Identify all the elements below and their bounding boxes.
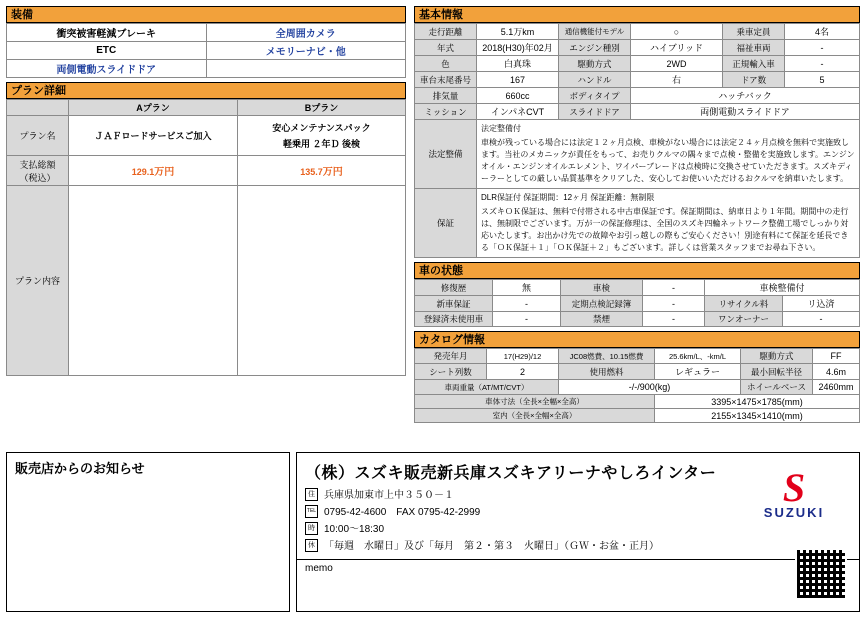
equipment-section-title: 装備 [6, 6, 406, 23]
plan-table [6, 99, 406, 376]
basic-label: 乗車定員 [723, 24, 785, 40]
catalog-table [414, 348, 860, 423]
condition-value: - [643, 280, 705, 296]
basic-value: インパネCVT [477, 104, 559, 120]
plan-total-label [7, 156, 69, 186]
condition-label: 新車保証 [415, 296, 493, 312]
table-row [7, 156, 406, 186]
table-row [7, 24, 406, 42]
catalog-label: 車両重量（AT/MT/CVT） [415, 380, 559, 395]
table-row [7, 42, 406, 60]
table-row [415, 312, 860, 327]
catalog-value: 3395×1475×1785(mm) [655, 395, 860, 409]
table-row [415, 380, 860, 395]
condition-table [414, 279, 860, 327]
condition-label: ワンオーナー [705, 312, 783, 327]
condition-label: 車検 [561, 280, 643, 296]
condition-kensa-seibi: 車検整備付 [705, 280, 860, 296]
right-column [414, 6, 860, 423]
table-row [415, 120, 860, 189]
basic-value: - [785, 40, 860, 56]
hosho-body: スズキＯＫ保証は、無料で付帯される中古車保証です。保証期間は、納車日より１年間。期間中の走行は、無制限でございます。万が一の保証修理は、全国のスズキ四輪ネットワーク整備工場でしっかり対応いたします。お出かけ先での故障やお引っ越しの際もご安心ください！別途有料にて保証を延長できる「ＯＫ保証＋１」「ＯＫ保証＋２」もございます。詳しくは営業スタッフまでお尋ね下さい。 [481, 207, 849, 252]
address-icon: 住 [305, 488, 318, 501]
clock-icon: 時 [305, 522, 318, 535]
catalog-value: 2 [487, 364, 559, 380]
plan-total-label-l1: 支払総額 [19, 159, 56, 170]
catalog-value: 4.6m [813, 364, 860, 380]
basic-value: 両側電動スライドドア [631, 104, 860, 120]
table-row [7, 100, 406, 116]
basic-info-table [414, 23, 860, 258]
table-row [415, 409, 860, 423]
basic-label: 車台末尾番号 [415, 72, 477, 88]
houtei-body: 車検が残っている場合には法定１２ヶ月点検、車検がない場合には法定２４ヶ月点検を無料で実施致します。当社のメカニックが責任をもって、お売りクルマの隅々まで点検・整備を実施致します。エンジンオイル・エンジンオイルエレメント、ワイパーブレードは点検時に交換させていただきます。スズキディーラーとしての厳しい品質基準をクリアした、安心してお使いいただけるおクルマを納車いたします。 [481, 138, 855, 183]
plan-a-price [69, 156, 238, 186]
catalog-section-title: カタログ情報 [414, 331, 860, 348]
basic-label: ミッション [415, 104, 477, 120]
equipment-cell: 全周囲カメラ [206, 24, 406, 42]
table-row [415, 296, 860, 312]
equipment-cell: メモリーナビ・他 [206, 42, 406, 60]
table-row [415, 40, 860, 56]
table-row [7, 116, 406, 156]
plan-total-label-l2: （税込） [19, 172, 56, 183]
equipment-cell: 衝突被害軽減ブレーキ [7, 24, 207, 42]
basic-value: 2018(H30)年02月 [477, 40, 559, 56]
dealer-hours-row [297, 521, 859, 538]
catalog-value: FF [813, 349, 860, 364]
plan-a-content [69, 186, 238, 376]
basic-label: 年式 [415, 40, 477, 56]
plan-a-name: ＪＡＦロードサービスご加入 [69, 116, 238, 156]
plan-a-price-value: 129.1 [131, 167, 155, 177]
phone-icon: TEL [305, 505, 318, 518]
table-row [415, 72, 860, 88]
table-row [7, 186, 406, 376]
condition-value: - [643, 296, 705, 312]
plan-section-title: プラン詳細 [6, 82, 406, 99]
table-row [415, 395, 860, 409]
bottom-section [6, 452, 860, 612]
calendar-icon: 休 [305, 539, 318, 552]
condition-label: リサイクル料 [705, 296, 783, 312]
condition-label: 修復歴 [415, 280, 493, 296]
condition-section-title: 車の状態 [414, 262, 860, 279]
basic-value: ハイブリッド [631, 40, 723, 56]
basic-value: 5.1万km [477, 24, 559, 40]
catalog-label: 室内（全長×全幅×全高） [415, 409, 655, 423]
plan-content-label: プラン内容 [7, 186, 69, 376]
condition-value: - [643, 312, 705, 327]
catalog-label: シート列数 [415, 364, 487, 380]
catalog-value: 2155×1345×1410(mm) [655, 409, 860, 423]
condition-value: - [493, 312, 561, 327]
houtei-head: 法定整備付 [481, 124, 521, 133]
catalog-label: 車体寸法（全長×全幅×全高） [415, 395, 655, 409]
table-row [415, 104, 860, 120]
condition-value: 無 [493, 280, 561, 296]
catalog-label: 使用燃料 [559, 364, 655, 380]
basic-value: 2WD [631, 56, 723, 72]
basic-value: 660cc [477, 88, 559, 104]
hosho-label: 保証 [415, 189, 477, 258]
basic-label: 通信機能付モデル [559, 24, 631, 40]
notice-box [6, 452, 290, 612]
plan-b-name [238, 116, 406, 156]
dealer-name: （株）スズキ販売新兵庫スズキアリーナやしろインター [305, 465, 717, 482]
basic-label: 福祉車両 [723, 40, 785, 56]
notice-title: 販売店からのお知らせ [15, 461, 145, 476]
catalog-label: JC08燃費、10.15燃費 [559, 349, 655, 364]
suzuki-s-mark-icon: S [782, 465, 806, 510]
catalog-value: レギュラー [655, 364, 741, 380]
dealer-hours: 10:00～18:30 [324, 524, 385, 535]
left-column [6, 6, 406, 376]
condition-label: 禁煙 [561, 312, 643, 327]
plan-a-price-unit: 万円 [154, 167, 175, 178]
condition-value: - [783, 312, 860, 327]
condition-label: 定期点検記録簿 [561, 296, 643, 312]
basic-label: ボディタイプ [559, 88, 631, 104]
catalog-value: 17(H29)/12 [487, 349, 559, 364]
condition-label: 登録済未使用車 [415, 312, 493, 327]
table-row [7, 60, 406, 78]
catalog-value: 25.6km/L、-km/L [655, 349, 741, 364]
qr-code-icon [795, 548, 847, 600]
basic-label: 排気量 [415, 88, 477, 104]
plan-b-price-unit: 万円 [322, 167, 343, 178]
houtei-label: 法定整備 [415, 120, 477, 189]
basic-value: ○ [631, 24, 723, 40]
memo-area: memo [297, 559, 859, 577]
basic-label: ドア数 [723, 72, 785, 88]
basic-value: 167 [477, 72, 559, 88]
houtei-content [477, 120, 860, 189]
basic-value: ハッチバック [631, 88, 860, 104]
plan-b-price-value: 135.7 [300, 167, 323, 177]
dealer-box [296, 452, 860, 612]
table-row [415, 56, 860, 72]
dealer-holiday-row [297, 538, 859, 555]
condition-risaikuru: リ込済 [783, 296, 860, 312]
table-row [415, 88, 860, 104]
basic-value: 4名 [785, 24, 860, 40]
table-row [415, 189, 860, 258]
plan-name-label: プラン名 [7, 116, 69, 156]
table-row [415, 280, 860, 296]
hosho-head: DLR保証付 保証期間：12ヶ月 保証距離：無制限 [481, 193, 655, 202]
catalog-value: 2460mm [813, 380, 860, 395]
basic-label: ハンドル [559, 72, 631, 88]
plan-section [6, 82, 406, 376]
basic-label: 色 [415, 56, 477, 72]
catalog-value: -/-/900(kg) [559, 380, 741, 395]
basic-section-title: 基本情報 [414, 6, 860, 23]
equipment-cell: ETC [7, 42, 207, 60]
condition-value: - [493, 296, 561, 312]
plan-b-name-line2: 軽乗用 ２年Ｄ 後検 [282, 138, 360, 149]
suzuki-wordmark: SUZUKI [763, 505, 825, 520]
basic-value: - [785, 56, 860, 72]
plan-a-header: Aプラン [69, 100, 238, 116]
table-row [415, 349, 860, 364]
table-row [415, 24, 860, 40]
basic-label: 駆動方式 [559, 56, 631, 72]
equipment-table [6, 23, 406, 78]
plan-b-name-line1: 安心メンテナンスパック [272, 122, 371, 133]
catalog-label: 最小回転半径 [741, 364, 813, 380]
dealer-holiday: 「毎週 水曜日」及び「毎月 第２・第３ 火曜日」（ＧＷ・お盆・正月） [324, 541, 659, 552]
basic-label: 正規輸入車 [723, 56, 785, 72]
catalog-label: ホイールベース [741, 380, 813, 395]
hosho-content [477, 189, 860, 258]
basic-label: エンジン種別 [559, 40, 631, 56]
plan-corner-cell [7, 100, 69, 116]
equipment-cell: 両側電動スライドドア [7, 60, 207, 78]
equipment-cell [206, 60, 406, 78]
plan-b-header: Bプラン [238, 100, 406, 116]
plan-b-content [238, 186, 406, 376]
basic-label: スライドドア [559, 104, 631, 120]
plan-b-price [238, 156, 406, 186]
table-row [415, 364, 860, 380]
dealer-address: 兵庫県加東市上中３５０－１ [324, 490, 454, 501]
suzuki-logo [739, 465, 849, 520]
basic-value: 白真珠 [477, 56, 559, 72]
basic-value: 右 [631, 72, 723, 88]
catalog-label: 駆動方式 [741, 349, 813, 364]
basic-value: 5 [785, 72, 860, 88]
basic-label: 走行距離 [415, 24, 477, 40]
dealer-tel: 0795-42-4600 FAX 0795-42-2999 [324, 507, 481, 518]
catalog-label: 発売年月 [415, 349, 487, 364]
